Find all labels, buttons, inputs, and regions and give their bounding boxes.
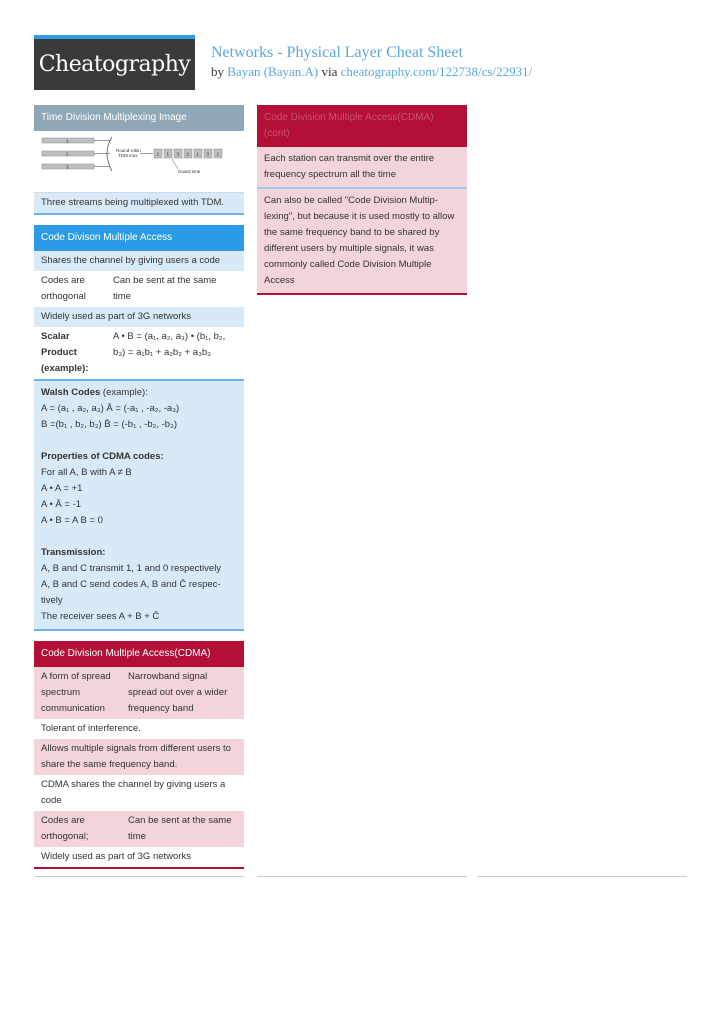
cdma-blue-header: Code Divison Multiple Access [34,225,244,251]
footer-rule-1 [34,876,244,877]
stream-1-label: 1 [66,138,69,144]
tdm-slot-label: 1 [196,151,200,157]
stream-2-label: 2 [66,151,69,157]
cdma-cont-header: Code Division Multiple Access(CDMA) (cont) [257,105,467,147]
column-1 [34,105,244,879]
column-2 [257,105,467,305]
sheet-url-link[interactable]: cheatography.com/122738/cs/22931/ [340,64,533,79]
stream-3-label: 3 [66,164,69,170]
cdma-blue-row-4: Scalar Product (example): A • B = (a₁, a₂, a₃) • (b₁, b₂, b₃) = a₁b₁ + a₂b₂ + a₃b₃ [34,327,244,381]
props-1: For all A, B with A ≠ B [41,467,132,478]
walsh-a: A = (a₁ , a₂, a₃) Ā = (-a₁ , -a₂, -a₃) [41,403,180,414]
footer-rule-3 [478,876,687,877]
sheet-title[interactable]: Networks - Physical Layer Cheat Sheet [211,44,463,61]
cdma-cont-row-1: Each station can transmit over the entire frequency spectrum all the time [257,147,467,189]
tdm-slot-label: 3 [176,151,180,157]
cdma-blue-details: Walsh Codes (example): A = (a₁ , a₂, a₃) Ā = (-a₁ , -a₂, -a₃) B =(b₁ , b₂, b₃) B̄ = (-b₁ , -b₂, -b₃) Properties of CDMA codes: For all A, B with A ≠ B A • A = +1 A • Ā = -1 A • B = A B = 0 Transmission: A, B and C transmit 1, 1 and 0 respectively A, B and C send codes A, B and C̄ respec- tively The receiver sees A + B + C̄ [34,381,244,631]
tdm-diagram [34,131,244,193]
tdm-caption: Three streams being multiplexed with TDM. [34,193,244,215]
cheatography-logo[interactable]: Cheatography [34,35,195,90]
walsh-b: B =(b₁ , b₂, b₃) B̄ = (-b₁ , -b₂, -b₃) [41,419,178,430]
footer-rule-2 [257,876,467,877]
trans-title: Transmission: [41,547,106,558]
walsh-title: Walsh Codes [41,387,101,398]
tdm-header: Time Division Multiplexing Image [34,105,244,131]
cdma-red-row-2: Tolerant of interference. [34,719,244,739]
cdma-red-row-4: CDMA shares the channel by giving users a code [34,775,244,811]
props-title: Properties of CDMA codes: [41,451,164,462]
cdma-blue-row-3: Widely used as part of 3G networks [34,307,244,327]
cdma-blue-section [34,225,244,631]
cdma-cont-row-2: Can also be called "Code Division Multip-lexing", but because it is used mostly to allow the same frequency band to be shared by different users by multiple signals, it was commonly called Code Division Multiple Access [257,189,467,295]
trans-4: The receiver sees A + B + C̄ [41,611,160,622]
trans-2: A, B and C send codes A, B and C̄ respec- [41,579,221,590]
tdm-slot-label: 2 [156,151,160,157]
cdma-red-section [34,641,244,869]
cdma-red-row-5: Codes are orthogonal; Can be sent at the same time [34,811,244,847]
cdma-blue-row-2: Codes are orthogonal Can be sent at the same time [34,271,244,307]
tdm-slot-label: 1 [166,151,170,157]
props-4: A • B = A B = 0 [41,515,103,526]
tdm-slot-label: 2 [186,151,190,157]
trans-3: tively [41,595,63,606]
tdm-slot-label: 2 [216,151,220,157]
tdm-slot-label: 3 [206,151,210,157]
tdm-section [34,105,244,215]
byline: by Bayan (Bayan.A) via cheatography.com/122738/cs/22931/ [211,64,533,79]
mux-label-1: Round-robin [116,148,141,153]
cdma-red-row-6: Widely used as part of 3G networks [34,847,244,869]
props-2: A • A = +1 [41,483,83,494]
trans-1: A, B and C transmit 1, 1 and 0 respectively [41,563,222,574]
cdma-red-header: Code Division Multiple Access(CDMA) [34,641,244,667]
author-link[interactable]: Bayan (Bayan.A) [227,64,319,79]
cdma-blue-row-1: Shares the channel by giving users a code [34,251,244,271]
guard-time-label: Guard time [178,169,201,174]
cdma-red-row-1: A form of spread spectrum communication Narrowband signal spread out over a wider frequency band [34,667,244,719]
mux-label-2: TDM mux [118,153,138,158]
cdma-red-row-3: Allows multiple signals from different users to share the same frequency band. [34,739,244,775]
props-3: A • Ā = -1 [41,499,82,510]
cdma-cont-section [257,105,467,295]
